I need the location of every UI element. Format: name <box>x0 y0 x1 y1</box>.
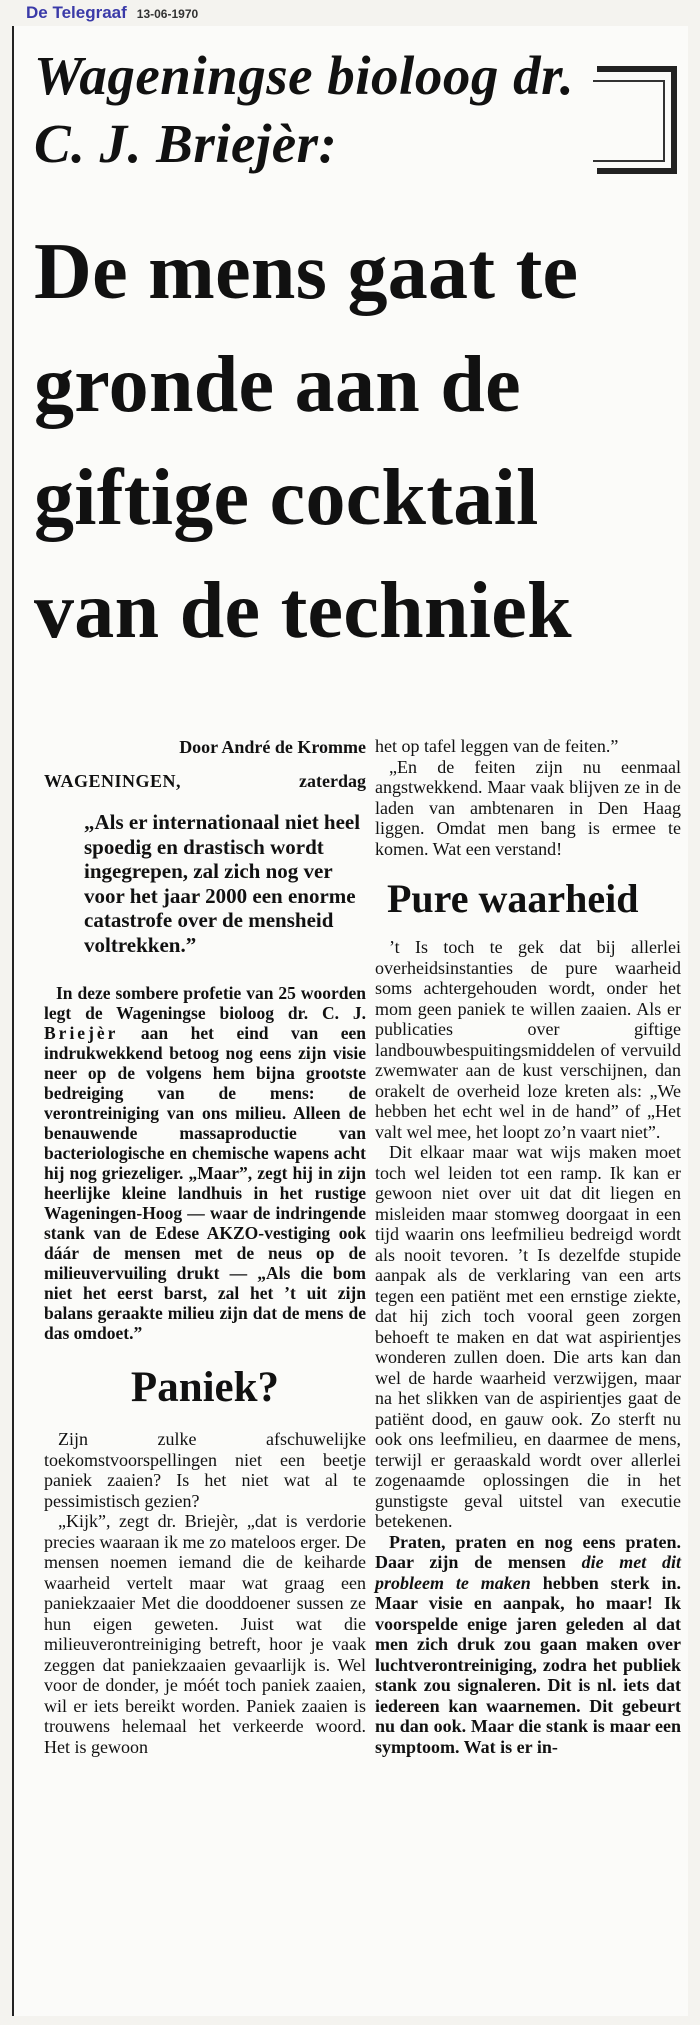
paragraph: Praten, praten en nog eens praten. Daar zijn de mensen die met dit probleem te maken hebben sterk in. Maar visie en aanpak, ho maar! Ik voorspelde enige jaren geleden al dat men zich druk zou gaan maken over luchtverontreiniging, zodra het publiek stank zou signaleren. Dit is nl. iets dat iedereen kan waarnemen. Dit gebeurt nu dan ook. Maar die stank is maar een symptoom. Wat is er in- <box>375 1531 682 1757</box>
kicker-headline: Wageningse bioloog dr. C. J. Briejèr: <box>34 45 575 174</box>
paragraph: „Kijk”, zegt dr. Briejèr, „dat is verdorie precies waaraan ik me zo mateloos erger. De mensen noemen iemand die de keiharde waarheid vertelt maar wat graag een paniekzaaier Met die dooddoener sussen ze hun eigen geweten. Juist wat die milieuverontreiniging betreft, hoor je vaak zeggen dat paniekzaaien gevaarlijk is. Wel voor de donder, je móét toch paniek zaaien, wil er iets bereikt worden. Paniek zaaien is trouwens helemaal het verkeerde woord. Het is gewoon <box>44 1511 366 1757</box>
subheading-pure-waarheid: Pure waarheid <box>387 876 639 921</box>
masthead <box>26 3 198 25</box>
lead-quote: „Als er internationaal niet heel spoedig en drastisch wordt ingegrepen, zal zich nog ver voor het jaar 2000 een enorme catastrofe over de mensheid voltrekken.” <box>84 810 361 957</box>
decorative-rule <box>597 66 677 174</box>
paragraph: „En de feiten zijn nu eenmaal angstwekkend. Maar vaak blijven ze in de laden van ambtenaren in Den Haag liggen. Omdat men bang is ermee te komen. Wat een verstand! <box>375 756 681 859</box>
paragraph: het op tafel leggen van de feiten.” <box>375 736 619 756</box>
intro-paragraph: In deze sombere profetie van 25 woorden legt de Wageningse bioloog dr. C. J. Briejèr aan het eind van een indrukwekkend betoog nog eens zijn visie neer op de volgens hem bijna grootste bedreiging van de mens: de verontreiniging van ons milieu. Alleen de benauwende massaproductie van bacteriologische en chemische wapens acht hij nog griezeliger. „Maar”, zegt hij in zijn heerlijke kleine landhuis in het rustige Wageningen-Hoog — waar de indringende stank van de Edese AKZO-vestiging ook dáár de mensen met de neus op de milieuvervuiling drukt — „Als die bom niet het eerst barst, zal het ’t uit zijn balans geraakte milieu zijn dat de mens de das omdoet.” <box>44 983 367 1343</box>
subheading-paniek: Paniek? <box>130 1364 280 1411</box>
dateline-day: zaterdag <box>299 771 366 791</box>
dateline-place: WAGENINGEN, <box>44 771 182 791</box>
paragraph: ’t Is toch te gek dat bij allerlei overheidsinstanties de pure waarheid soms achtergehouden wordt, onder het mom geen paniek te willen zaaien. Als er publicaties over giftige landbouwbespuitingsmiddelen of vervuild zwemwater aan de kust verschijnen, dan orakelt de overheid loze kreten als: „We hebben het echt wel in de hand” of „Het valt wel mee, het loopt zo’n vaart niet”. <box>375 937 681 1142</box>
byline: Door André de Kromme <box>179 737 366 757</box>
paragraph: Dit elkaar maar wat wijs maken moet toch wel leiden tot een ramp. Ik kan er gewoon niet over uit dat dit liegen en misleiden maar stomweg doorgaat in een tijd waarin ons leefmilieu bedreigd wordt als nooit tevoren. ’t Is dezelfde stupide aanpak als de verklaring van een arts tegen een patiënt met een ernstige ziekte, dat hij zich toch vooral geen zorgen behoeft te maken en dat wat aspirientjes wonderen zullen doen. Die arts kan dan wel de harde waarheid verzwijgen, maar na het slikken van de aspirientjes gaat de patiënt dood, en gauw ook. Zo sterft nu ook ons leefmilieu, en daarmee de mens, terwijl er geraaskald wordt over allerlei zogenaamde oplossingen die in het gunstigste geval uitstel van executie betekenen. <box>375 1142 681 1531</box>
article-column-2 <box>375 736 681 1757</box>
newspaper-name: De Telegraaf <box>26 3 127 22</box>
paragraph: Zijn zulke afschuwelijke toekomstvoorspellingen niet een beetje paniek zaaien? Is het niet wat al te pessimistisch gezien? <box>44 1429 366 1511</box>
dateline <box>44 770 366 792</box>
article-column-1 <box>44 736 366 1757</box>
main-headline: De mens gaat te gronde aan de giftige cocktail van de techniek <box>34 228 579 655</box>
newspaper-clipping <box>12 26 688 2016</box>
publication-date: 13-06-1970 <box>136 7 199 21</box>
